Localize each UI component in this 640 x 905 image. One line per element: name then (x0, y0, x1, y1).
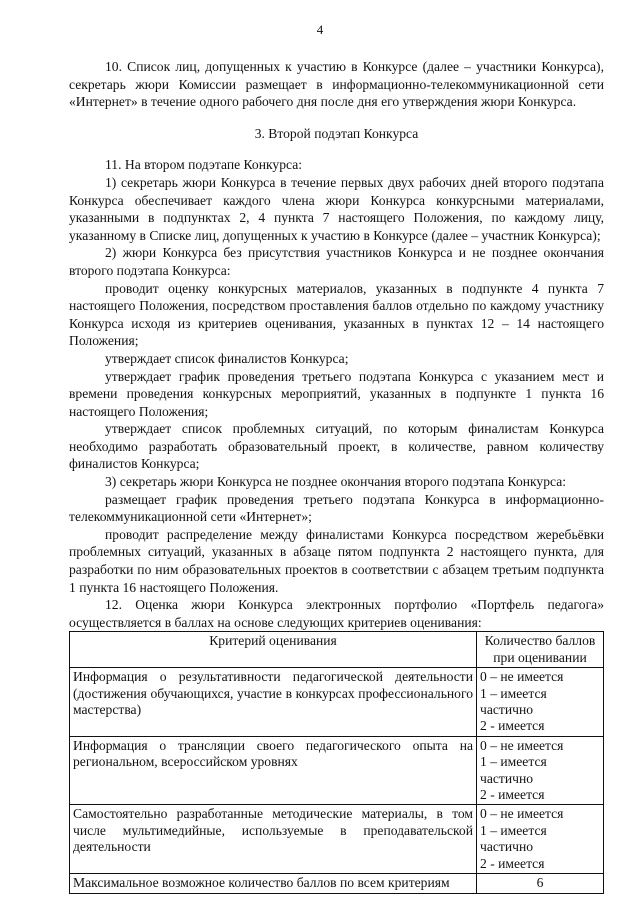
table-row (70, 668, 604, 737)
score-option: 0 – не имеется (480, 806, 564, 822)
score-option: 2 - имеется (480, 855, 545, 871)
paragraph: утверждает график проведения третьего подэтапа Конкурса с указанием мест и времени проведения конкурсных мероприятий, указанных в подпункте 1 пункта 16 настоящего Положения; (69, 368, 604, 419)
table-header-row (70, 632, 604, 668)
paragraph: утверждает список проблемных ситуаций, по которым финалистам Конкурса необходимо разработать образовательный проект, в количестве, равном количеству финалистов Конкурса; (69, 421, 604, 472)
table-total-row (70, 874, 604, 893)
paragraph: 2) жюри Конкурса без присутствия участников Конкурса и не позднее окончания второго подэтапа Конкурса: (69, 245, 604, 278)
paragraph: 10. Список лиц, допущенных к участию в Конкурсе (далее – участники Конкурса), секретарь жюри Комиссии размещает в информационно-телекоммуникационной сети «Интернет» в течение одного рабочего дня после дня его утверждения жюри Конкурса. (69, 59, 604, 110)
score-option: 1 – имеется частично (480, 822, 547, 855)
table-row (70, 736, 604, 805)
paragraph: 11. На втором подэтапе Конкурса: (105, 157, 303, 173)
score-cell (477, 736, 604, 805)
header-criteria: Критерий оценивания (70, 632, 477, 668)
page-number: 4 (316, 22, 324, 37)
paragraph: размещает график проведения третьего подэтапа Конкурса в информационно-телекоммуникационной сети «Интернет»; (69, 491, 604, 525)
header-points: Количество баллов при оценивании (477, 632, 604, 668)
score-option: 2 - имеется (480, 718, 545, 734)
total-label: Максимальное возможное количество баллов по всем критериям (70, 874, 477, 893)
score-option: 1 – имеется частично (480, 754, 547, 786)
paragraph: 3) секретарь жюри Конкурса не позднее окончания второго подэтапа Конкурса: (105, 474, 567, 490)
document-body (69, 58, 604, 894)
total-value: 6 (477, 874, 604, 893)
score-cell (477, 668, 604, 737)
paragraph: проводит распределение между финалистами Конкурса посредством жеребьёвки проблемных ситуаций, указанных в абзаце пятом подпункта 2 настоящего пункта, для разработки по ним образовательных проектов в соответствии с абзацем третьим подпункта 1 пункта 16 настоящего Положения. (69, 526, 604, 595)
section-heading: 3. Второй подэтап Конкурса (254, 125, 419, 141)
criterion-cell: Информация о трансляции своего педагогического опыта на региональном, всероссийском уровнях (70, 736, 477, 805)
criterion-cell: Самостоятельно разработанные методические материалы, в том числе мультимедийные, используемые в преподавательской деятельности (70, 805, 477, 874)
paragraph: проводит оценку конкурсных материалов, указанных в подпункте 4 пункта 7 настоящего Положения, посредством проставления баллов отдельно по каждому участнику Конкурса исходя из критериев оценивания, указанных в пунктах 12 – 14 настоящего Положения; (69, 280, 604, 349)
score-option: 1 – имеется частично (480, 685, 547, 718)
score-option: 0 – не имеется (480, 737, 564, 753)
paragraph: 12. Оценка жюри Конкурса электронных портфолио «Портфель педагога» осуществляется в баллах на основе следующих критериев оценивания: (69, 597, 604, 630)
criterion-cell: Информация о результативности педагогической деятельности (достижения обучающихся, участие в конкурсах профессионального мастерства) (70, 668, 477, 737)
paragraph: 1) секретарь жюри Конкурса в течение первых двух рабочих дней второго подэтапа Конкурса обеспечивает каждого члена жюри Конкурса конкурсными материалами, указанными в подпунктах 2, 4 пункта 7 настоящего Положения, по каждому лицу, указанному в Списке лиц, допущенных к участию в Конкурсе (далее – участник Конкурса); (69, 174, 604, 243)
criteria-table (69, 631, 604, 893)
score-option: 0 – не имеется (480, 669, 564, 685)
score-option: 2 - имеется (480, 787, 545, 803)
score-cell (477, 805, 604, 874)
paragraph: утверждает список финалистов Конкурса; (105, 350, 349, 366)
table-row (70, 805, 604, 874)
